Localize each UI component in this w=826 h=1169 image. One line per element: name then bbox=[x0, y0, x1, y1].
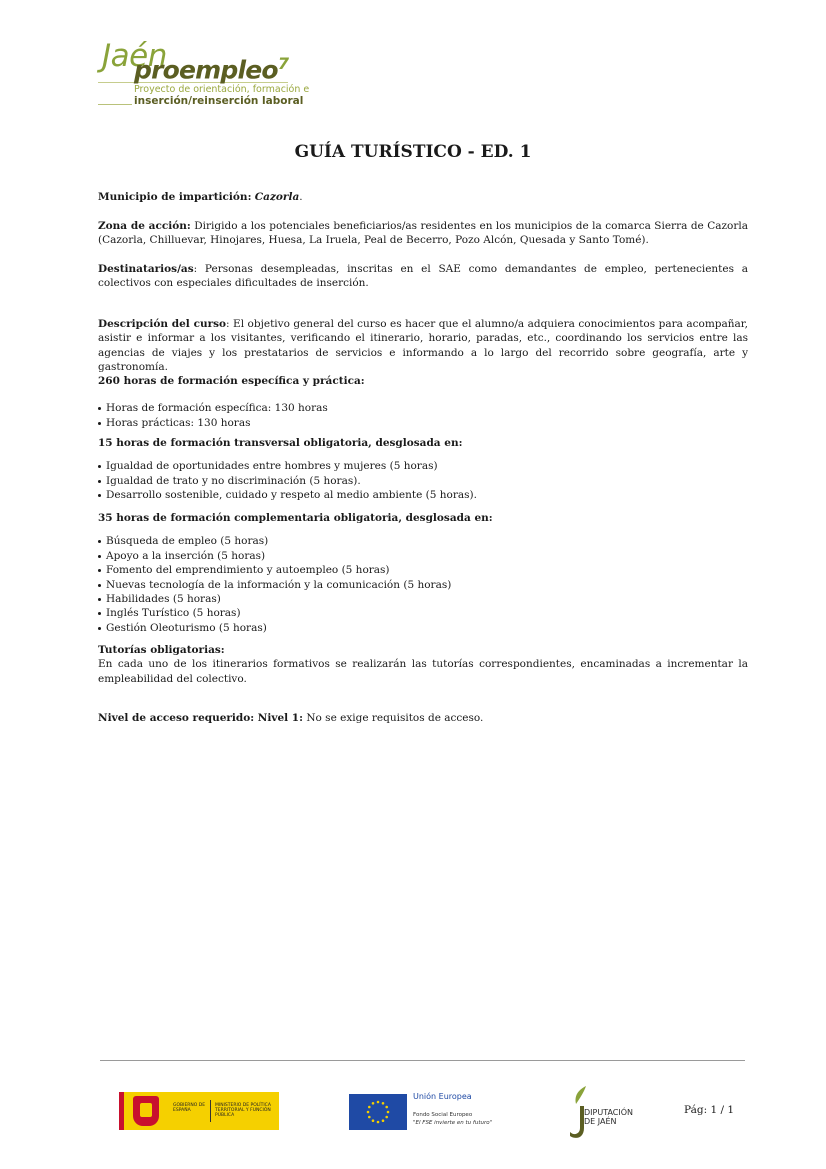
logo-rule bbox=[98, 104, 132, 105]
list-item: Búsqueda de empleo (5 horas) bbox=[98, 534, 748, 548]
eu-flag-icon bbox=[349, 1094, 407, 1130]
nivel-label: Nivel de acceso requerido: Nivel 1: bbox=[98, 712, 303, 724]
list-item: Fomento del emprendimiento y autoempleo (5 horas) bbox=[98, 563, 748, 577]
municipio-value: Cazorla bbox=[254, 191, 300, 203]
list-item: Inglés Turístico (5 horas) bbox=[98, 606, 748, 620]
fse-name: Fondo Social Europeo bbox=[413, 1112, 473, 1118]
gov-logo-separator bbox=[210, 1100, 211, 1122]
fse-slogan: "El FSE invierte en tu futuro" bbox=[413, 1120, 493, 1126]
list-item: Desarrollo sostenible, cuidado y respeto al medio ambiente (5 horas). bbox=[98, 488, 748, 502]
bullet-list bbox=[98, 534, 748, 635]
ministry-logo-name: MINISTERIO DE POLÍTICA TERRITORIAL Y FUNCIÓN PÚBLICA bbox=[215, 1103, 271, 1118]
list-item: Igualdad de oportunidades entre hombres y mujeres (5 horas) bbox=[98, 459, 748, 473]
destinatarios-text: : Personas desempleadas, inscritas en el SAE como demandantes de empleo, pertenecientes a colectivos con especiales dificultades de inserción. bbox=[98, 263, 748, 290]
coat-of-arms-icon bbox=[133, 1096, 159, 1126]
list-item: Horas prácticas: 130 horas bbox=[98, 416, 748, 430]
logo-proempleo-text: proempleo$^7$ bbox=[134, 54, 289, 85]
diputacion-name-2: DE JAÉN bbox=[584, 1117, 617, 1126]
nivel-paragraph bbox=[98, 711, 748, 725]
logo-tagline-2: inserción/reinserción laboral bbox=[134, 95, 304, 107]
zona-label: Zona de acción: bbox=[98, 220, 191, 232]
logo-tagline-1: Proyecto de orientación, formación e bbox=[134, 84, 310, 95]
descripcion-text: : El objetivo general del curso es hacer que el alumno/a adquiera conocimientos para acompañar, asistir e informar a los visitantes, verificando el itinerario, horario, paradas, etc., coordinando los servicios entre las agencias de viajes y los prestatarios de servicios e informando a lo largo del recorrido sobre geografía, arte y gastronomía. bbox=[98, 318, 748, 374]
gobierno-espana-logo bbox=[119, 1092, 279, 1130]
bullet-list bbox=[98, 401, 748, 430]
union-europea-logo bbox=[349, 1092, 509, 1132]
tutorias-section bbox=[98, 643, 748, 686]
section-especifica bbox=[98, 374, 748, 430]
nivel-text: No se exige requisitos de acceso. bbox=[303, 712, 484, 724]
municipio-label: Municipio de impartición: bbox=[98, 191, 252, 203]
destinatarios-label: Destinatarios/as bbox=[98, 263, 194, 275]
diputacion-name-1: DIPUTACIÓN bbox=[584, 1108, 634, 1117]
list-item: Igualdad de trato y no discriminación (5 horas). bbox=[98, 474, 748, 488]
destinatarios-paragraph bbox=[98, 262, 748, 291]
logo-jaen-text: Jaén bbox=[102, 38, 167, 74]
gov-stripe bbox=[119, 1092, 124, 1130]
diputacion-jaen-logo bbox=[556, 1080, 646, 1140]
list-item: Nuevas tecnología de la información y la comunicación (5 horas) bbox=[98, 578, 748, 592]
section-heading: 35 horas de formación complementaria obligatoria, desglosada en: bbox=[98, 512, 493, 524]
gov-logo-name: GOBIERNO DE ESPAÑA bbox=[173, 1103, 206, 1113]
section-transversal bbox=[98, 436, 748, 503]
list-item: Horas de formación específica: 130 horas bbox=[98, 401, 748, 415]
municipio-end: . bbox=[299, 191, 303, 203]
section-heading: 15 horas de formación transversal obligatoria, desglosada en: bbox=[98, 437, 463, 449]
descripcion-paragraph bbox=[98, 317, 748, 375]
section-complementaria bbox=[98, 511, 748, 635]
eu-name: Unión Europea bbox=[413, 1092, 472, 1101]
jaen-proempleo-logo bbox=[98, 38, 310, 112]
zona-paragraph bbox=[98, 219, 748, 248]
bullet-list bbox=[98, 459, 748, 502]
tutorias-text: En cada uno de los itinerarios formativos se realizarán las tutorías correspondientes, encaminadas a incrementar la empleabilidad del colectivo. bbox=[98, 658, 748, 685]
document-title: GUÍA TURÍSTICO - ED. 1 bbox=[294, 142, 532, 162]
list-item: Habilidades (5 horas) bbox=[98, 592, 748, 606]
zona-text: Dirigido a los potenciales beneficiarios/as residentes en los municipios de la comarca Sierra de Cazorla (Cazorla, Chilluevar, Hinojares, Huesa, La Iruela, Peal de Becerro, Pozo Alcón, Quesada y Santo Tomé). bbox=[98, 220, 748, 247]
list-item: Gestión Oleoturismo (5 horas) bbox=[98, 621, 748, 635]
descripcion-label: Descripción del curso bbox=[98, 318, 227, 330]
section-heading: 260 horas de formación específica y práctica: bbox=[98, 375, 365, 387]
list-item: Apoyo a la inserción (5 horas) bbox=[98, 549, 748, 563]
tutorias-heading: Tutorías obligatorias: bbox=[98, 644, 225, 656]
page-number: Pág: 1 / 1 bbox=[684, 1104, 735, 1116]
footer-divider bbox=[100, 1060, 745, 1061]
municipio-paragraph bbox=[98, 190, 748, 204]
